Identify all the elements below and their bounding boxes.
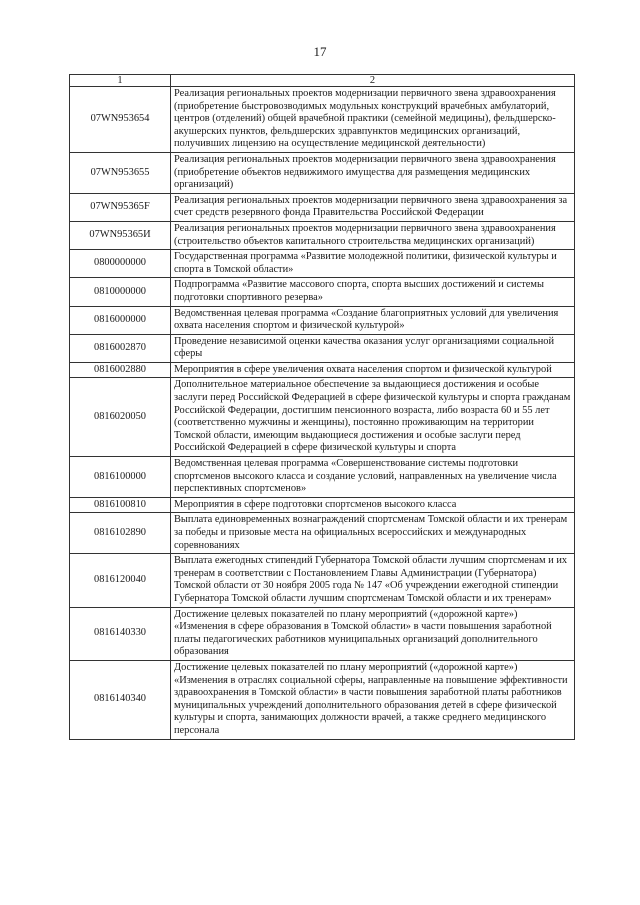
row-description: Мероприятия в сфере подготовки спортсменов высокого класса <box>171 497 575 513</box>
header-cell-description: 2 <box>171 75 575 87</box>
row-code: 0816120040 <box>70 554 171 607</box>
table-header-row <box>70 75 575 87</box>
row-description: Дополнительное материальное обеспечение за выдающиеся достижения и особые заслуги перед Российской Федерацией в сфере физической культуры и спорта гражданам Российской Федерации, достигшим пенсионного возраста, либо возраста 60 и 55 лет (соответственно мужчины и женщины), постоянно проживающим на территории Томской области, имеющим выдающиеся достижения и особые заслуги перед Российской Федерацией в сфере физической культуры и спорта <box>171 378 575 457</box>
table-row <box>70 278 575 306</box>
budget-classification-table <box>69 74 575 740</box>
row-description: Проведение независимой оценки качества оказания услуг организациями социальной сферы <box>171 334 575 362</box>
row-description: Реализация региональных проектов модернизации первичного звена здравоохранения (приобретение объектов недвижимого имущества для размещения медицинских организаций) <box>171 152 575 193</box>
row-description: Реализация региональных проектов модернизации первичного звена здравоохранения (приобретение быстровозводимых модульных конструкций врачебных амбулаторий, центров (отделений) общей врачебной практики (семейной медицины), фельдшерско-акушерских пунктов, фельдшерских здравпунктов медицинских организаций, получивших лицензию на осуществление медицинской деятельности) <box>171 87 575 153</box>
row-description: Достижение целевых показателей по плану мероприятий («дорожной карте») «Изменения в отраслях социальной сферы, направленные на повышение эффективности здравоохранения в Томской области» в части повышения заработной платы работников муниципальных учреждений дополнительного образования детей в сфере физической культуры и спорта, занимающих должности врачей, а также среднего медицинского персонала <box>171 660 575 739</box>
row-code: 0816020050 <box>70 378 171 457</box>
table-row <box>70 457 575 498</box>
row-code: 07WN95365F <box>70 193 171 221</box>
row-description: Достижение целевых показателей по плану мероприятий («дорожной карте») «Изменения в сфере образования в Томской области» в части повышения заработной платы педагогических работников муниципальных организаций дополнительного образования <box>171 607 575 660</box>
row-code: 0816002870 <box>70 334 171 362</box>
row-code: 0800000000 <box>70 250 171 278</box>
row-code: 0816002880 <box>70 362 171 378</box>
table-row <box>70 660 575 739</box>
row-code: 07WN953655 <box>70 152 171 193</box>
row-description: Выплата единовременных вознаграждений спортсменам Томской области и их тренерам за победы и призовые места на официальных всероссийских и международных соревнованиях <box>171 513 575 554</box>
row-description: Государственная программа «Развитие молодежной политики, физической культуры и спорта в Томской области» <box>171 250 575 278</box>
table-row <box>70 362 575 378</box>
header-cell-code: 1 <box>70 75 171 87</box>
row-code: 0810000000 <box>70 278 171 306</box>
row-description: Ведомственная целевая программа «Создание благоприятных условий для увеличения охвата населения спортом и физической культурой» <box>171 306 575 334</box>
table-row <box>70 193 575 221</box>
row-description: Ведомственная целевая программа «Совершенствование системы подготовки спортсменов высокого класса и создание условий, направленных на увеличение числа перспективных спортсменов» <box>171 457 575 498</box>
table-row <box>70 554 575 607</box>
table-row <box>70 378 575 457</box>
row-description: Подпрограмма «Развитие массового спорта, спорта высших достижений и системы подготовки спортивного резерва» <box>171 278 575 306</box>
table-row <box>70 152 575 193</box>
table-row <box>70 306 575 334</box>
row-description: Реализация региональных проектов модернизации первичного звена здравоохранения (строительство объектов капитального строительства медицинских организаций) <box>171 221 575 249</box>
table-row <box>70 513 575 554</box>
table-row <box>70 607 575 660</box>
table-row <box>70 334 575 362</box>
row-code: 07WN95365И <box>70 221 171 249</box>
row-description: Реализация региональных проектов модернизации первичного звена здравоохранения за счет средств резервного фонда Правительства Российской Федерации <box>171 193 575 221</box>
row-code: 0816102890 <box>70 513 171 554</box>
table-row <box>70 497 575 513</box>
table-row <box>70 221 575 249</box>
row-description: Мероприятия в сфере увеличения охвата населения спортом и физической культурой <box>171 362 575 378</box>
page-number: 17 <box>313 44 327 59</box>
row-description: Выплата ежегодных стипендий Губернатора Томской области лучшим спортсменам и их тренерам в соответствии с Постановлением Главы Администрации (Губернатора) Томской области от 30 ноября 2005 года № 147 «Об учреждении ежегодной стипендии Губернатора Томской области лучшим спортсменам Томской области и их тренерам» <box>171 554 575 607</box>
row-code: 0816140340 <box>70 660 171 739</box>
row-code: 0816100810 <box>70 497 171 513</box>
row-code: 0816140330 <box>70 607 171 660</box>
row-code: 0816100000 <box>70 457 171 498</box>
table-row <box>70 87 575 153</box>
row-code: 0816000000 <box>70 306 171 334</box>
table-row <box>70 250 575 278</box>
row-code: 07WN953654 <box>70 87 171 153</box>
